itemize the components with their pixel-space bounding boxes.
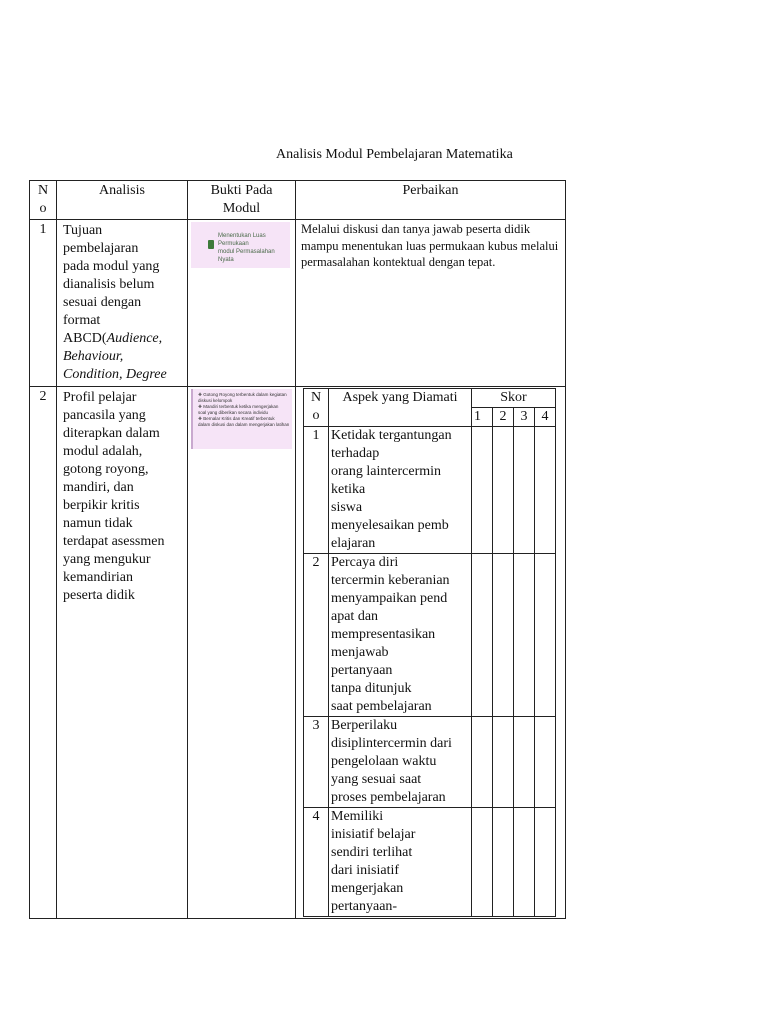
score-label-4: 4 — [535, 408, 556, 427]
score-cell — [535, 554, 556, 717]
score-cell — [472, 717, 493, 808]
score-cell — [472, 554, 493, 717]
analisis-text: Tujuan pembelajaran pada modul yang dianalisis belum sesuai dengan format ABCD( — [63, 223, 160, 346]
assessment-row — [304, 717, 556, 808]
assessment-row — [304, 808, 556, 917]
score-cell — [535, 427, 556, 554]
evidence-text: ❖ Gotong Royong terbentuk dalam kegiatan diskusi kelompok ❖ Mandiri terbentuk ketika mengerjakan soal yang diberikan secara individu ❖ Bernalar Kritis dan Kreatif terbentuk dalam diskusi dan dalam mengerjakan latihan — [198, 392, 290, 427]
row-number: 1 — [30, 220, 57, 387]
evidence-image — [191, 389, 292, 449]
analisis-text: Profil pelajar pancasila yang diterapkan dalam modul adalah, gotong royong, mandiri, dan berpikir kritis namun tidak terdapat asessmen yang mengukur kemandirian peserta didik — [57, 387, 188, 919]
assessment-number: 3 — [304, 717, 329, 808]
header-analisis: Analisis — [57, 181, 188, 220]
score-cell — [535, 717, 556, 808]
score-cell — [472, 427, 493, 554]
score-cell — [514, 808, 535, 917]
assessment-header-no: N o — [304, 389, 329, 427]
assessment-aspect: Memiliki inisiatif belajar sendiri terlihat dari inisiatif mengerjakan pertanyaan- — [329, 808, 472, 917]
perbaikan-cell — [296, 387, 566, 919]
score-cell — [493, 554, 514, 717]
page-title: Analisis Modul Pembelajaran Matematika — [276, 147, 513, 162]
assessment-number: 4 — [304, 808, 329, 917]
score-label-2: 2 — [493, 408, 514, 427]
evidence-image — [191, 222, 290, 268]
analisis-italic-text: Audience, Behaviour, Condition, Degree — [63, 331, 167, 382]
score-cell — [493, 427, 514, 554]
bukti-cell — [188, 220, 296, 387]
score-cell — [514, 554, 535, 717]
score-cell — [514, 717, 535, 808]
assessment-number: 2 — [304, 554, 329, 717]
score-cell — [472, 808, 493, 917]
assessment-header-row — [304, 389, 556, 408]
table-row — [30, 220, 566, 387]
perbaikan-text: Melalui diskusi dan tanya jawab peserta didik mampu menentukan luas permukaan kubus melalui permasalahan kontektual dengan tepat. — [301, 222, 559, 269]
header-no: N o — [30, 181, 57, 220]
score-cell — [493, 808, 514, 917]
evidence-text: Menentukan Luas Permukaan modul Permasalahan Nyata — [218, 233, 275, 263]
assessment-header-aspek: Aspek yang Diamati — [329, 389, 472, 427]
assessment-aspect: Ketidak tergantungan terhadap orang laintercermin ketika siswa menyelesaikan pemb elajaran — [329, 427, 472, 554]
score-label-1: 1 — [472, 408, 493, 427]
score-label-3: 3 — [514, 408, 535, 427]
slide-marker-icon — [208, 240, 214, 249]
analysis-table — [29, 180, 566, 919]
header-perbaikan: Perbaikan — [296, 181, 566, 220]
table-row — [30, 387, 566, 919]
header-bukti: Bukti Pada Modul — [188, 181, 296, 220]
assessment-row — [304, 554, 556, 717]
assessment-header-skor: Skor — [472, 389, 556, 408]
score-cell — [535, 808, 556, 917]
score-cell — [493, 717, 514, 808]
row-number: 2 — [30, 387, 57, 919]
perbaikan-cell — [296, 220, 566, 387]
assessment-table — [303, 388, 556, 917]
bukti-cell — [188, 387, 296, 919]
assessment-aspect: Berperilaku disiplintercermin dari pengelolaan waktu yang sesuai saat proses pembelajaran — [329, 717, 472, 808]
table-header-row — [30, 181, 566, 220]
score-cell — [514, 427, 535, 554]
assessment-aspect: Percaya diri tercermin keberanian menyampaikan pend apat dan mempresentasikan menjawab pertanyaan tanpa ditunjuk saat pembelajaran — [329, 554, 472, 717]
analisis-cell — [57, 220, 188, 387]
assessment-row — [304, 427, 556, 554]
assessment-number: 1 — [304, 427, 329, 554]
